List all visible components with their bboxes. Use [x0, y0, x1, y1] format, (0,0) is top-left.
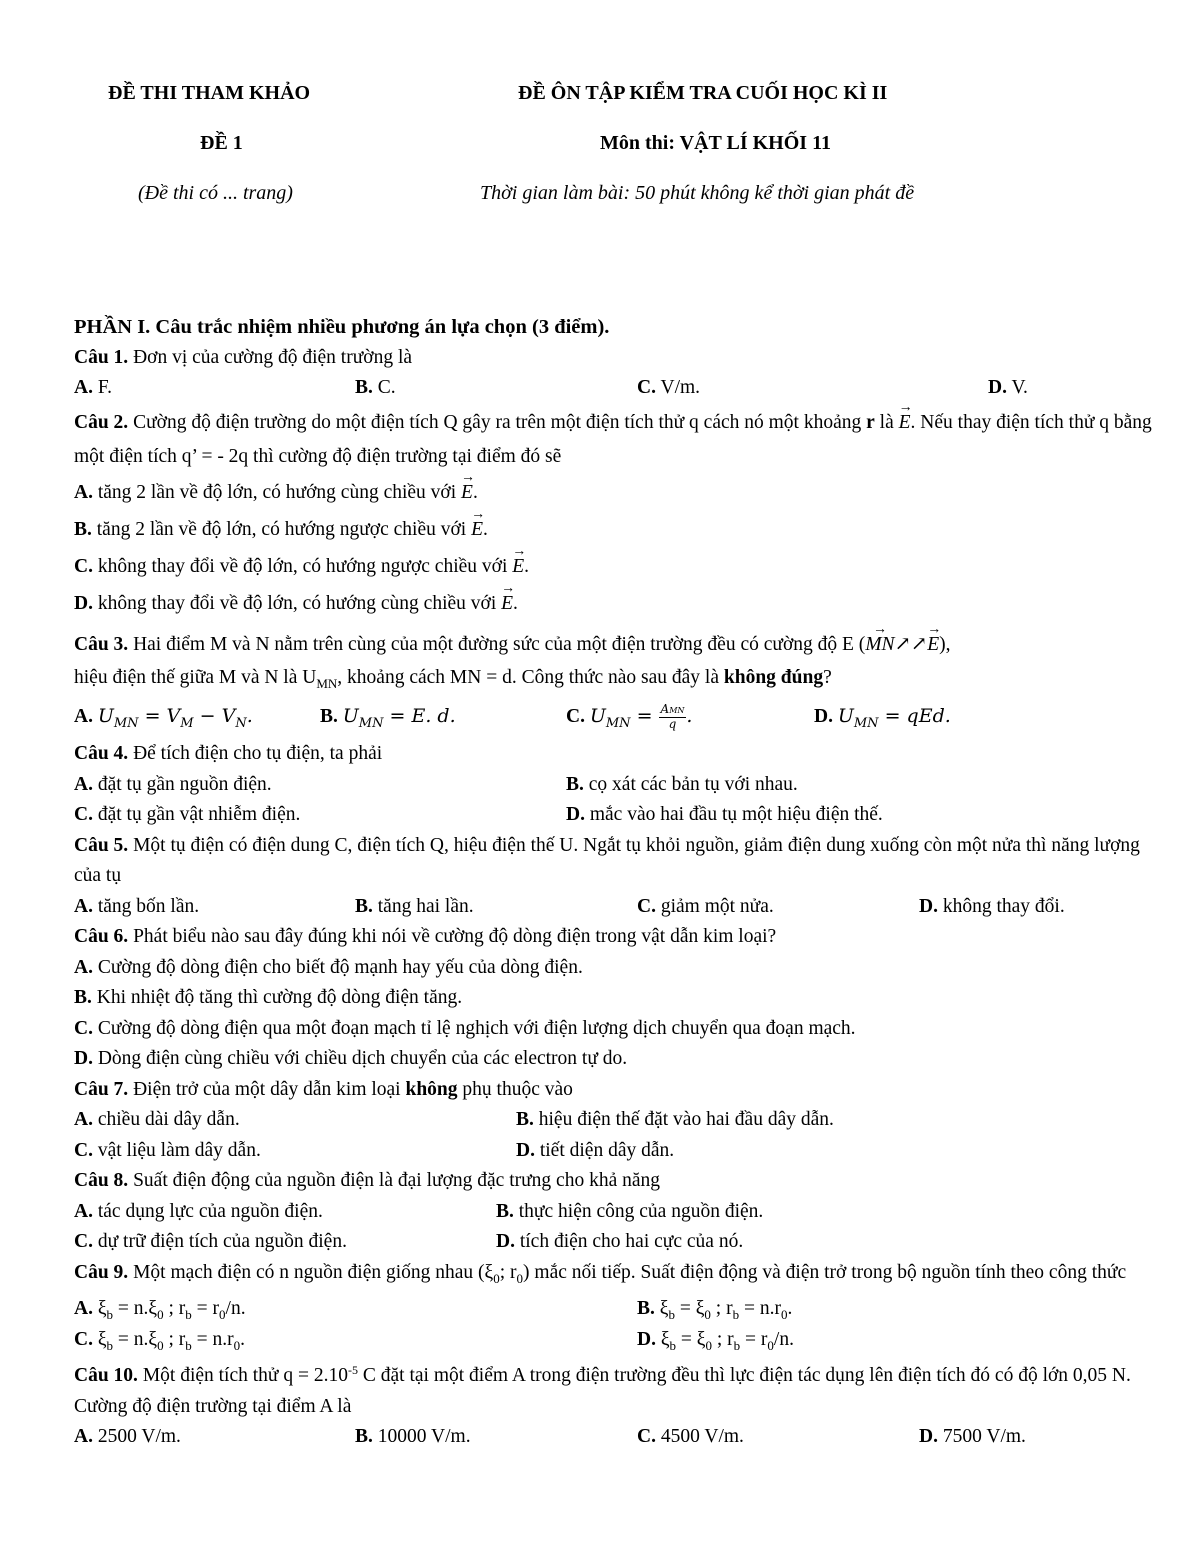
- question-5-options: [74, 892, 1164, 923]
- question-text: Đơn vị của cường độ điện trường là: [128, 346, 413, 368]
- question-3-line-2: hiệu điện thế giữa M và N là $U_{MN}$, khoảng cách MN = d. Công thức nào sau đây là không đúng?: [74, 666, 832, 691]
- option-c[interactable]: C. dự trữ điện tích của nguồn điện.: [74, 1231, 347, 1252]
- question-label: Câu 8.: [74, 1170, 129, 1191]
- question-8-options-row-2: [74, 1227, 1164, 1258]
- vector-e: → E: [512, 548, 524, 585]
- option-d[interactable]: D. không thay đổi về độ lớn, có hướng cùng chiều với → E.: [74, 585, 1164, 622]
- question-1-options: [74, 373, 1164, 404]
- question-label: Câu 6.: [74, 926, 129, 947]
- option-c[interactable]: C. vật liệu làm dây dẫn.: [74, 1139, 261, 1161]
- option-b[interactable]: B. $U_{MN} = E$. d.: [320, 705, 456, 731]
- option-d[interactable]: D. $U_{MN}$ = qEd.: [814, 705, 951, 731]
- question-3-options: [74, 693, 1164, 739]
- option-b[interactable]: B. tăng 2 lần về độ lớn, có hướng ngược chiều với → E.: [74, 511, 1164, 548]
- option-d[interactable]: D. $\xi_b = \xi_0$ ; $r_b = r_0/n$.: [637, 1328, 794, 1353]
- option-d[interactable]: D. tiết diện dây dẫn.: [516, 1139, 675, 1161]
- question-10-options: [74, 1422, 1164, 1453]
- option-a[interactable]: A. Cường độ dòng điện cho biết độ mạnh hay yếu của dòng điện.: [74, 956, 583, 978]
- exam-content: [74, 312, 1164, 1453]
- question-label: Câu 3.: [74, 633, 129, 655]
- option-c[interactable]: C. $U_{MN}$ = $\frac{\text{AMN}}{q}$ .: [566, 702, 693, 731]
- option-c[interactable]: C. đặt tụ gần vật nhiễm điện.: [74, 804, 301, 825]
- option-a[interactable]: A. 2500 V/m.: [74, 1426, 181, 1447]
- question-label: Câu 1.: [74, 346, 129, 368]
- option-b[interactable]: B. $\xi_b = \xi_0$ ; $r_b = n.r_0$.: [637, 1298, 793, 1322]
- pages-note: (Đề thi có ... trang): [138, 182, 293, 204]
- question-8-options-row-1: [74, 1197, 1164, 1228]
- vector-e: → E: [471, 511, 483, 548]
- question-10: Câu 10. Một điện tích thử $q = 2.10^{-5}$ C đặt tại một điểm A trong điện trường đều thì lực điện tác dụng lên điện tích đó có độ lớn 0,05 N. Cường độ điện trường tại điểm A là: [74, 1363, 1131, 1417]
- option-d[interactable]: D. mắc vào hai đầu tụ một hiệu điện thế.: [566, 804, 883, 825]
- exam-main-title: ĐỀ ÔN TẬP KIỂM TRA CUỐI HỌC KÌ II: [518, 82, 888, 104]
- vector-e: → E: [899, 406, 911, 440]
- exam-subject: Môn thi: VẬT LÍ KHỐI 11: [600, 132, 831, 154]
- question-6: Câu 6. Phát biểu nào sau đây đúng khi nói về cường độ dòng điện trong vật dẫn kim loại?: [74, 926, 777, 947]
- question-5: Câu 5. Một tụ điện có điện dung C, điện tích Q, hiệu điện thế U. Ngắt tụ khỏi nguồn, giảm điện dung xuống còn một nửa thì năng lượng của tụ: [74, 834, 1140, 886]
- question-1: [74, 343, 1164, 374]
- question-2: Câu 2. Cường độ điện trường do một điện tích Q gây ra trên một điện tích thử q cách nó một khoảng r là → E. Nếu thay điện tích thử q bằng một điện tích q’ = - 2q thì cường độ điện trường tại điểm đó sẽ: [74, 406, 1164, 474]
- question-7-options-row-1: [74, 1105, 1164, 1136]
- option-c[interactable]: C. không thay đổi về độ lớn, có hướng ngược chiều với → E.: [74, 548, 1164, 585]
- option-b[interactable]: B. thực hiện công của nguồn điện.: [496, 1200, 764, 1222]
- question-4-options-row-2: [74, 800, 1164, 831]
- option-a[interactable]: A. $U_{MN} = V_M - V_N$.: [74, 705, 253, 731]
- option-b[interactable]: B. Khi nhiệt độ tăng thì cường độ dòng điện tăng.: [74, 987, 463, 1008]
- question-3: Câu 3. Hai điểm M và N nằm trên cùng của một đường sức của một điện trường đều có cường độ E (→ MN↗↗→ E),: [74, 626, 1164, 663]
- exam-type-title: ĐỀ THI THAM KHẢO: [108, 82, 311, 104]
- question-9: Câu 9. Một mạch điện có n nguồn điện giống nhau ($\xi_0$; $r_0$) mắc nối tiếp. Suất điện động và điện trở trong bộ nguồn tính theo công thức: [74, 1261, 1127, 1286]
- question-4: Câu 4. Để tích điện cho tụ điện, ta phải: [74, 743, 383, 764]
- question-label: Câu 10.: [74, 1365, 138, 1386]
- option-c[interactable]: C. $\xi_b = n.\xi_0$ ; $r_b = n.r_0$.: [74, 1328, 246, 1353]
- vector-e: → E: [501, 585, 513, 622]
- option-c[interactable]: C. Cường độ dòng điện qua một đoạn mạch tỉ lệ nghịch với điện lượng dịch chuyển qua đoạn mạch.: [74, 1017, 856, 1039]
- question-label: Câu 5.: [74, 834, 129, 856]
- question-label: Câu 9.: [74, 1261, 129, 1283]
- question-9-options-row-2: [74, 1325, 1164, 1356]
- option-a[interactable]: A. $\xi_b = n.\xi_0$ ; $r_b = r_0/n$.: [74, 1298, 246, 1322]
- question-label: Câu 2.: [74, 411, 129, 433]
- option-b[interactable]: B. cọ xát các bản tụ với nhau.: [566, 773, 798, 795]
- option-d[interactable]: D. 7500 V/m.: [919, 1426, 1026, 1447]
- question-7-options-row-2: [74, 1136, 1164, 1167]
- section-title: PHẦN I. Câu trắc nhiệm nhiều phương án lựa chọn (3 điểm).: [74, 316, 610, 338]
- question-4-options-row-1: [74, 770, 1164, 801]
- option-c[interactable]: C. V/m.: [637, 377, 701, 398]
- option-a[interactable]: A. F.: [74, 377, 113, 398]
- option-b[interactable]: B. tăng hai lần.: [355, 895, 474, 917]
- option-b[interactable]: B. C.: [355, 377, 396, 398]
- option-a[interactable]: A. chiều dài dây dẫn.: [74, 1109, 240, 1130]
- vector-e: → E: [461, 474, 473, 511]
- option-d[interactable]: D. không thay đổi.: [919, 895, 1065, 917]
- question-label: Câu 4.: [74, 743, 129, 764]
- option-d[interactable]: D. V.: [988, 377, 1028, 398]
- option-c[interactable]: C. 4500 V/m.: [637, 1426, 744, 1447]
- option-b[interactable]: B. 10000 V/m.: [355, 1426, 471, 1447]
- question-9-options-row-1: [74, 1294, 1164, 1325]
- option-d[interactable]: D. tích điện cho hai cực của nó.: [496, 1231, 744, 1252]
- time-note: Thời gian làm bài: 50 phút không kể thời gian phát đề: [480, 182, 915, 204]
- option-a[interactable]: A. tăng 2 lần về độ lớn, có hướng cùng chiều với → E.: [74, 474, 1164, 511]
- question-7: Câu 7. Điện trở của một dây dẫn kim loại không phụ thuộc vào: [74, 1078, 573, 1100]
- option-c[interactable]: C. giảm một nửa.: [637, 895, 774, 917]
- question-label: Câu 7.: [74, 1078, 129, 1100]
- option-a[interactable]: A. tăng bốn lần.: [74, 895, 200, 917]
- option-a[interactable]: A. tác dụng lực của nguồn điện.: [74, 1200, 323, 1222]
- option-b[interactable]: B. hiệu điện thế đặt vào hai đầu dây dẫn.: [516, 1109, 834, 1130]
- option-d[interactable]: D. Dòng điện cùng chiều với chiều dịch chuyển của các electron tự do.: [74, 1048, 628, 1069]
- exam-code: ĐỀ 1: [200, 132, 243, 154]
- option-a[interactable]: A. đặt tụ gần nguồn điện.: [74, 773, 272, 795]
- question-8: Câu 8. Suất điện động của nguồn điện là đại lượng đặc trưng cho khả năng: [74, 1170, 661, 1191]
